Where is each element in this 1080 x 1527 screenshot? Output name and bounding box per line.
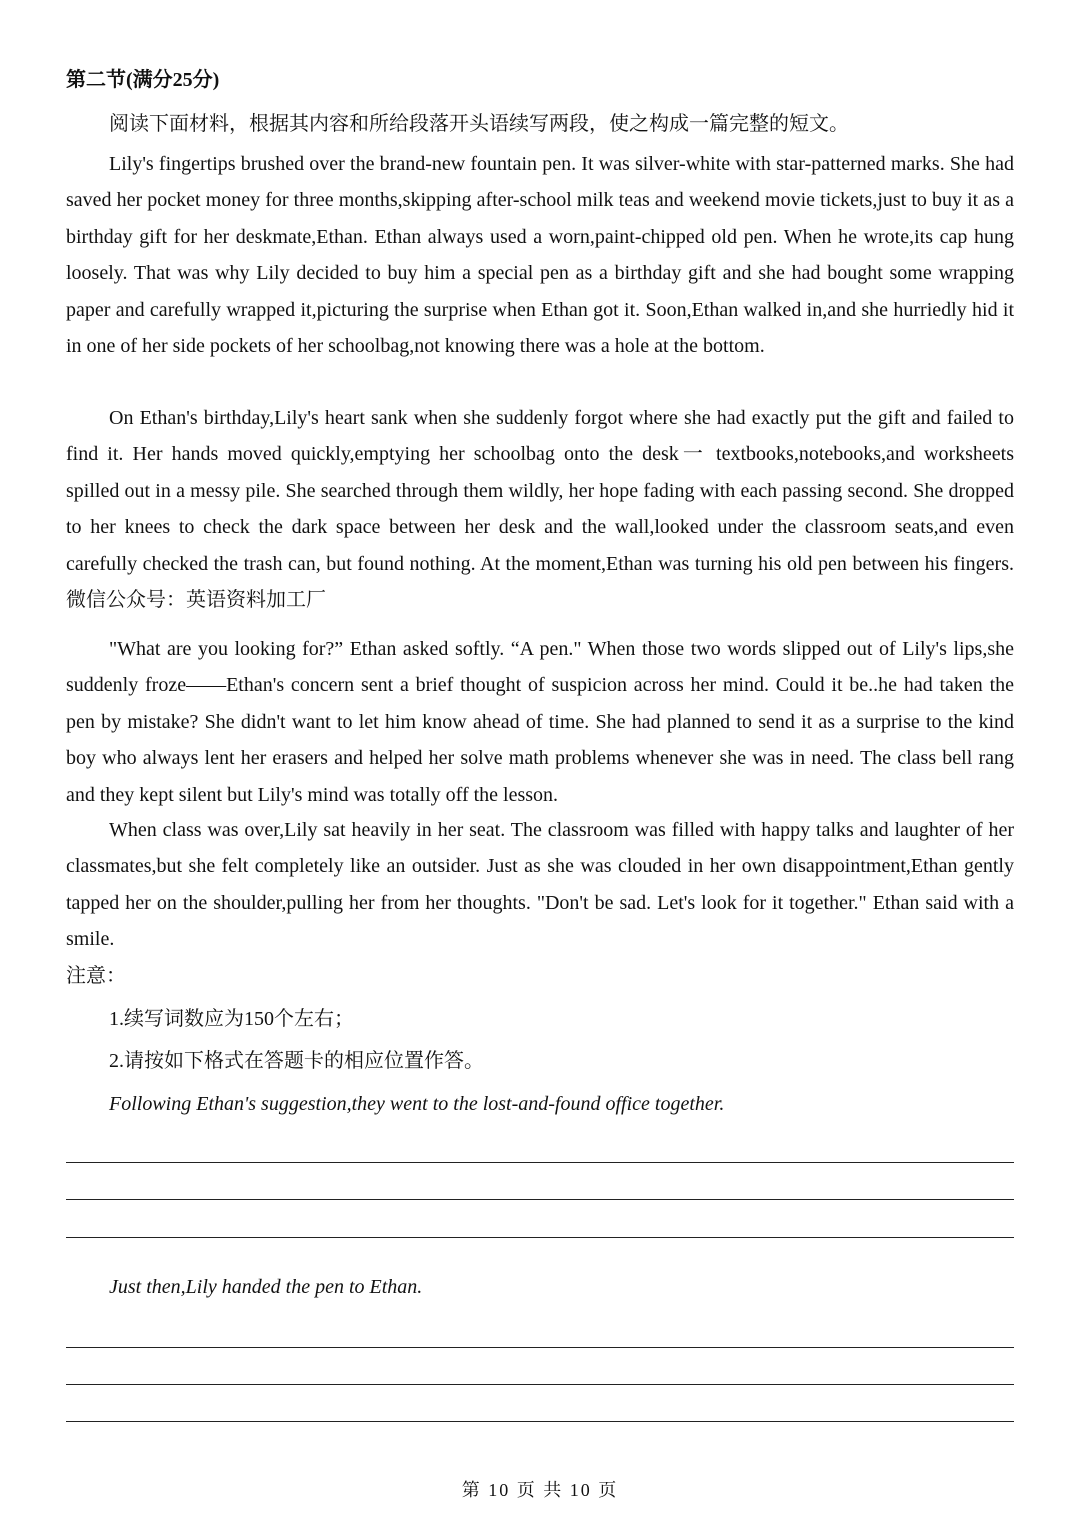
passage-paragraph-3: "What are you looking for?” Ethan asked softly. “A pen." When those two words slipped out of Lily's lips,she suddenly froze——Ethan's concern sent a brief thought of suspicion across her mind. Could it be..he had taken the pen by mistake? She didn't want to let him know ahead of time. She had planned to send it as a surprise to the kind boy who always lent her erasers and helped her solve math problems whenever she was in need. The class bell rang and they kept silent but Lily's mind was totally off the lesson. (66, 638, 1014, 806)
notes-label: 注意： (66, 965, 126, 987)
prompt-second-paragraph: Just then,Lily handed the pen to Ethan. (109, 1276, 423, 1298)
page-footer (0, 1477, 1080, 1503)
section-title: 第二节(满分25分) (66, 69, 220, 91)
answer-line (66, 1162, 1014, 1163)
note-item-2: 2.请按如下格式在答题卡的相应位置作答。 (109, 1050, 484, 1072)
answer-line (66, 1421, 1014, 1422)
instruction-text: 阅读下面材料，根据其内容和所给段落开头语续写两段，使之构成一篇完整的短文。 (109, 113, 849, 135)
answer-line (66, 1237, 1014, 1238)
answer-line (66, 1347, 1014, 1348)
answer-line (66, 1384, 1014, 1385)
prompt-first-paragraph: Following Ethan's suggestion,they went to the lost-and-found office together. (109, 1093, 725, 1115)
passage-paragraph-2: On Ethan's birthday,Lily's heart sank when she suddenly forgot where she had exactly put the gift and failed to find it. Her hands moved quickly,emptying her schoolbag onto the desk一 textbooks,notebooks,and worksheets spilled out in a messy pile. She searched through them wildly, her hope fading with each passing second. She dropped to her knees to check the dark space between her desk and the wall,looked under the classroom seats,and even carefully checked the trash can, but found nothing. At the moment,Ethan was turning his old pen between his fingers.微信公众号：英语资料加工厂 (66, 407, 1014, 612)
passage-paragraph-4: When class was over,Lily sat heavily in her seat. The classroom was filled with happy talks and laughter of her classmates,but she felt completely like an outsider. Just as she was clouded in her own disappointment,Ethan gently tapped her on the shoulder,pulling her from her thoughts. "Don't be sad. Let's look for it together." Ethan said with a smile. (66, 819, 1014, 951)
passage-paragraph-1: Lily's fingertips brushed over the brand-new fountain pen. It was silver-white with star-patterned marks. She had saved her pocket money for three months,skipping after-school milk teas and weekend movie tickets,just to buy it as a birthday gift for her deskmate,Ethan. Ethan always used a worn,paint-chipped old pen. When he wrote,its cap hung loosely. That was why Lily decided to buy him a special pen as a birthday gift and she had bought some wrapping paper and carefully wrapped it,picturing the surprise when Ethan got it. Soon,Ethan walked in,and she hurriedly hid it in one of her side pockets of her schoolbag,not knowing there was a hole at the bottom. (66, 153, 1014, 358)
answer-line (66, 1199, 1014, 1200)
note-item-1: 1.续写词数应为150个左右； (109, 1008, 354, 1030)
page-number-label: 第 10 页 共 10 页 (461, 1480, 619, 1500)
